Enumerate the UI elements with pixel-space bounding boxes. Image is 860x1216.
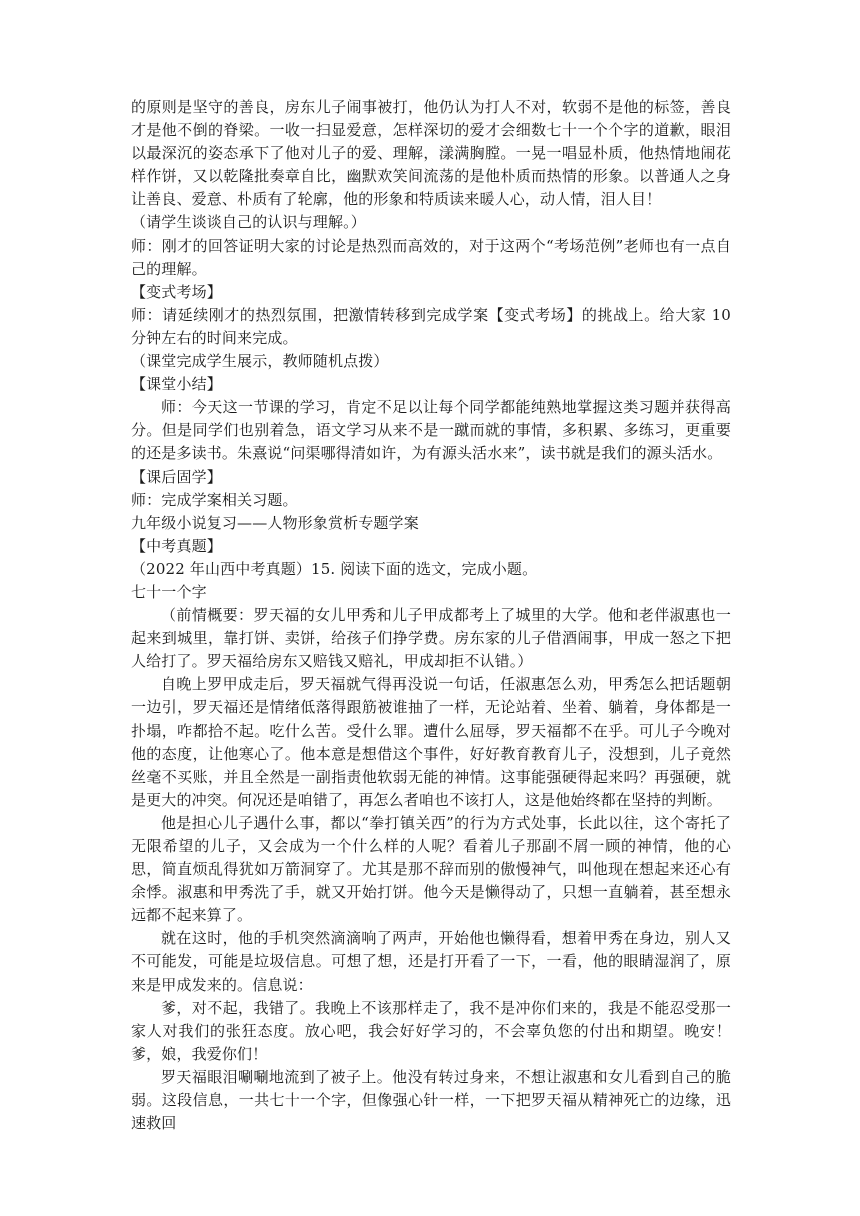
story-paragraph: 他是担心儿子遇什么事，都以“拳打镇关西”的行为方式处事，长此以往，这个寄托了无限希望的儿子，又会成为一个什么样的人呢？看着儿子那副不屑一顾的神情，他的心思，简直烦乱得犹如万箭洞穿了。尤其是那不辞而别的傲慢神气，叫他现在想起来还心有余悸。淑惠和甲秀洗了手，就又开始打饼。他今天是懒得动了，只想一直躺着，甚至想永远都不起来算了。 bbox=[131, 813, 731, 925]
section-heading-homework: 【课后固学】 bbox=[131, 467, 222, 486]
teacher-remark: 师：请延续刚才的热烈氛围，把激情转移到完成学案【变式考场】的挑战上。给大家 10 分钟左右的时间来完成。 bbox=[131, 305, 731, 347]
question-prompt: （2022 年山西中考真题）15. 阅读下面的选文，完成小题。 bbox=[131, 559, 538, 578]
section-heading-exam-questions: 【中考真题】 bbox=[131, 536, 222, 555]
worksheet-title: 九年级小说复习——人物形象赏析专题学案 bbox=[131, 513, 419, 532]
analysis-paragraph: 的原则是坚守的善良，房东儿子闹事被打，他仍认为打人不对，软弱不是他的标签，善良才是他不倒的脊梁。一收一扫显爱意，怎样深切的爱才会细数七十一个个字的道歉，眼泪以最深沉的姿态承下了他对儿子的爱、理解，漾满胸膛。一晃一唱显朴质，他热情地闹花样作饼，又以乾隆批奏章自比，幽默欢笑间流荡的是他朴质而热情的形象。以普通人之身让善良、爱意、朴质有了轮廓，他的形象和特质读来暖人心，动人情，泪人目！ bbox=[131, 98, 731, 209]
instruction-note: （课堂完成学生展示，教师随机点拨） bbox=[131, 352, 389, 371]
story-paragraph: 自晚上罗甲成走后，罗天福就气得再没说一句话，任淑惠怎么劝，甲秀怎么把话题朝一边引，罗天福还是情绪低落得跟筋被谁抽了一样，无论站着、坐着、躺着，身体都是一扑塌，咋都拾不起。吃什么苦。受什么罪。遭什么屈辱，罗天福都不在乎。可儿子今晚对他的态度，让他寒心了。他本意是想借这个事件，好好教育教育儿子，没想到，儿子竟然丝毫不买账，并且全然是一副指责他软弱无能的神情。这事能强硬得起来吗？再强硬，就是更大的冲突。何况还是咱错了，再怎么者咱也不该打人，这是他始终都在坚持的判断。 bbox=[131, 675, 731, 809]
teacher-summary: 师：今天这一节课的学习，肯定不足以让每个同学都能纯熟地掌握这类习题并获得高分。但是同学们也别着急，语文学习从来不是一蹴而就的事情，多积累、多练习，更重要的还是多读书。朱熹说“问渠哪得清如许，为有源头活水来”，读书就是我们的源头活水。 bbox=[131, 398, 731, 463]
story-paragraph: 罗天福眼泪唰唰地流到了被子上。他没有转过身来，不想让淑惠和女儿看到自己的脆弱。这段信息，一共七十一个字，但像强心针一样，一下把罗天福从精神死亡的边缘，迅速救回 bbox=[131, 1067, 731, 1133]
section-heading-variant-exam: 【变式考场】 bbox=[131, 282, 222, 301]
instruction-note: （请学生谈谈自己的认识与理解。） bbox=[131, 213, 366, 232]
document-body bbox=[131, 96, 731, 1135]
teacher-remark: 师：完成学案相关习题。 bbox=[131, 490, 298, 509]
story-paragraph: 就在这时，他的手机突然滴滴响了两声，开始他也懒得看，想着甲秀在身边，别人又不可能发，可能是垃圾信息。可想了想，还是打开看了一下，一看，他的眼睛湿润了，原来是甲成发来的。信息说： bbox=[131, 929, 731, 994]
text-message-paragraph: 爹，对不起，我错了。我晚上不该那样走了，我不是冲你们来的，我是不能忍受那一家人对我们的张狂态度。放心吧，我会好好学习的，不会辜负您的付出和期望。晚安！爹，娘，我爱你们！ bbox=[131, 998, 731, 1063]
story-title: 七十一个字 bbox=[131, 582, 207, 601]
section-heading-summary: 【课堂小结】 bbox=[131, 375, 222, 394]
story-synopsis: （前情概要：罗天福的女儿甲秀和儿子甲成都考上了城里的大学。他和老伴淑惠也一起来到城里，靠打饼、卖饼，给孩子们挣学费。房东家的儿子借酒闹事，甲成一怒之下把人给打了。罗天福给房东又赔钱又赔礼，甲成却拒不认错。） bbox=[131, 606, 731, 671]
teacher-remark: 师：刚才的回答证明大家的讨论是热烈而高效的，对于这两个“考场范例”老师也有一点自己的理解。 bbox=[131, 236, 731, 278]
